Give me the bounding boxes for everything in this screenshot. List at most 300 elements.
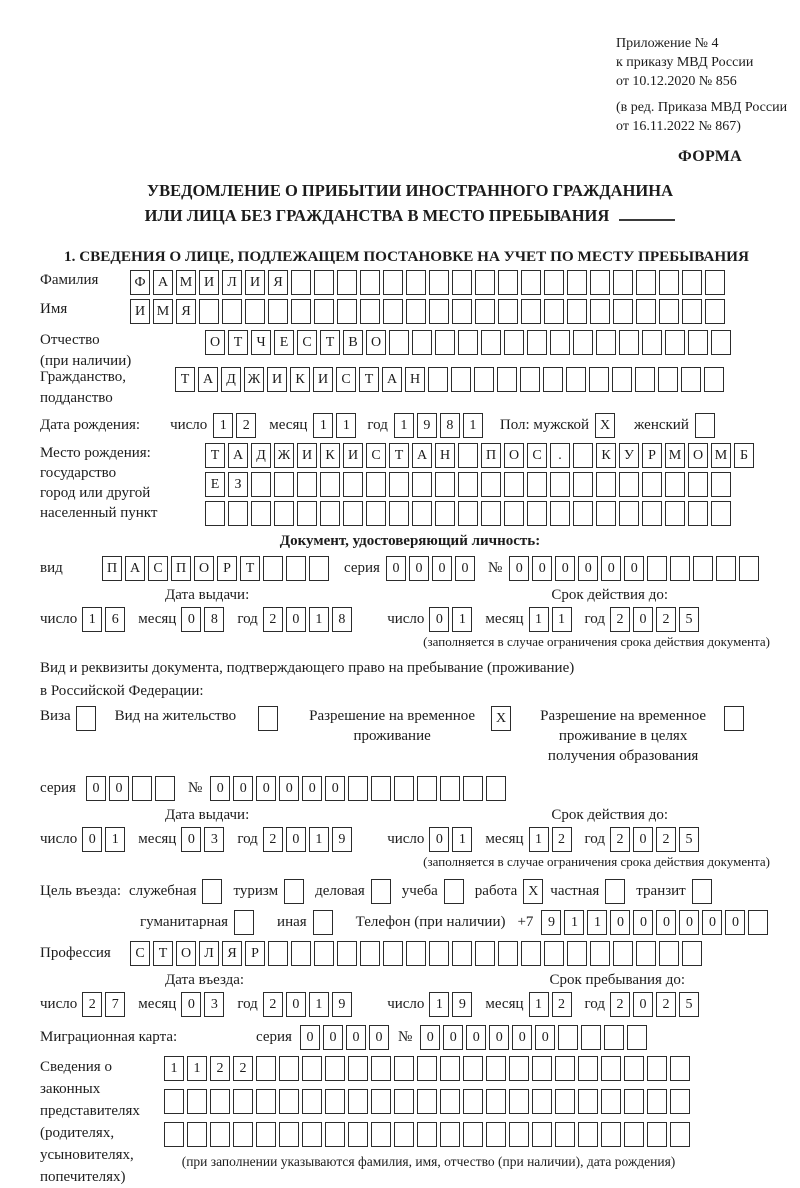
char-box[interactable] <box>412 472 432 497</box>
char-box[interactable] <box>325 1122 345 1147</box>
char-box[interactable]: А <box>228 443 248 468</box>
char-box[interactable] <box>532 1089 552 1114</box>
char-box[interactable]: 3 <box>204 992 224 1017</box>
char-box[interactable]: 2 <box>236 413 256 438</box>
char-box[interactable] <box>274 501 294 526</box>
char-box[interactable] <box>573 501 593 526</box>
char-box[interactable] <box>619 501 639 526</box>
char-box[interactable]: 0 <box>409 556 429 581</box>
char-box[interactable] <box>371 1089 391 1114</box>
char-box[interactable] <box>521 299 541 324</box>
char-box[interactable]: Е <box>205 472 225 497</box>
char-box[interactable] <box>636 299 656 324</box>
char-box[interactable]: 0 <box>181 607 201 632</box>
char-box[interactable]: Д <box>251 443 271 468</box>
char-box[interactable] <box>578 1056 598 1081</box>
char-box[interactable]: 0 <box>279 776 299 801</box>
char-box[interactable] <box>389 501 409 526</box>
char-box[interactable]: 1 <box>452 827 472 852</box>
char-box[interactable] <box>337 299 357 324</box>
char-box[interactable]: 0 <box>489 1025 509 1050</box>
char-box[interactable] <box>543 367 563 392</box>
char-box[interactable] <box>532 1056 552 1081</box>
char-box[interactable] <box>132 776 152 801</box>
char-box[interactable] <box>451 367 471 392</box>
char-box[interactable] <box>509 1056 529 1081</box>
char-box[interactable]: А <box>198 367 218 392</box>
char-box[interactable] <box>601 1056 621 1081</box>
char-box[interactable]: Д <box>221 367 241 392</box>
char-box[interactable] <box>567 299 587 324</box>
char-box[interactable] <box>343 501 363 526</box>
char-box[interactable] <box>567 941 587 966</box>
char-box[interactable] <box>613 270 633 295</box>
char-box[interactable] <box>187 1089 207 1114</box>
char-box[interactable] <box>520 367 540 392</box>
char-box[interactable] <box>210 1122 230 1147</box>
char-box[interactable]: М <box>665 443 685 468</box>
char-box[interactable] <box>383 270 403 295</box>
char-box[interactable] <box>205 501 225 526</box>
char-box[interactable] <box>670 1056 690 1081</box>
char-box[interactable] <box>486 1089 506 1114</box>
char-box[interactable] <box>521 941 541 966</box>
char-box[interactable] <box>440 1089 460 1114</box>
char-box[interactable] <box>544 270 564 295</box>
char-box[interactable]: 1 <box>429 992 449 1017</box>
char-box[interactable]: 1 <box>529 992 549 1017</box>
char-box[interactable] <box>498 941 518 966</box>
char-box[interactable] <box>233 1122 253 1147</box>
char-box[interactable]: 1 <box>187 1056 207 1081</box>
char-box[interactable]: Т <box>389 443 409 468</box>
char-box[interactable]: 9 <box>541 910 561 935</box>
char-box[interactable]: 1 <box>452 607 472 632</box>
char-box[interactable] <box>268 941 288 966</box>
char-box[interactable] <box>558 1025 578 1050</box>
char-box[interactable]: 1 <box>529 827 549 852</box>
char-box[interactable] <box>389 472 409 497</box>
char-box[interactable]: А <box>412 443 432 468</box>
char-box[interactable] <box>573 330 593 355</box>
char-box[interactable] <box>475 299 495 324</box>
char-box[interactable]: Ж <box>274 443 294 468</box>
char-box[interactable] <box>596 330 616 355</box>
char-box[interactable] <box>463 1122 483 1147</box>
char-box[interactable] <box>245 299 265 324</box>
char-box[interactable] <box>444 879 464 904</box>
char-box[interactable] <box>682 270 702 295</box>
char-box[interactable] <box>343 472 363 497</box>
char-box[interactable]: 0 <box>420 1025 440 1050</box>
char-box[interactable] <box>256 1089 276 1114</box>
char-box[interactable]: С <box>297 330 317 355</box>
char-box[interactable] <box>665 330 685 355</box>
char-box[interactable]: И <box>313 367 333 392</box>
char-box[interactable] <box>704 367 724 392</box>
char-box[interactable]: М <box>711 443 731 468</box>
char-box[interactable]: 0 <box>633 607 653 632</box>
char-box[interactable]: 2 <box>610 607 630 632</box>
char-box[interactable] <box>458 472 478 497</box>
char-box[interactable]: 5 <box>679 607 699 632</box>
char-box[interactable]: 3 <box>204 827 224 852</box>
char-box[interactable] <box>504 501 524 526</box>
char-box[interactable] <box>613 941 633 966</box>
char-box[interactable]: 0 <box>656 910 676 935</box>
char-box[interactable]: 0 <box>429 827 449 852</box>
char-box[interactable]: 5 <box>679 827 699 852</box>
char-box[interactable] <box>452 270 472 295</box>
char-box[interactable] <box>302 1122 322 1147</box>
char-box[interactable] <box>302 1056 322 1081</box>
char-box[interactable] <box>711 501 731 526</box>
char-box[interactable] <box>544 299 564 324</box>
char-box[interactable]: Е <box>274 330 294 355</box>
char-box[interactable] <box>314 941 334 966</box>
char-box[interactable] <box>658 367 678 392</box>
char-box[interactable] <box>647 1089 667 1114</box>
char-box[interactable]: 1 <box>336 413 356 438</box>
char-box[interactable] <box>228 501 248 526</box>
char-box[interactable]: Т <box>240 556 260 581</box>
char-box[interactable] <box>417 1089 437 1114</box>
char-box[interactable]: X <box>523 879 543 904</box>
char-box[interactable]: Ф <box>130 270 150 295</box>
char-box[interactable] <box>642 501 662 526</box>
char-box[interactable]: . <box>550 443 570 468</box>
char-box[interactable]: Т <box>205 443 225 468</box>
char-box[interactable]: 2 <box>210 1056 230 1081</box>
char-box[interactable] <box>711 330 731 355</box>
char-box[interactable]: Ч <box>251 330 271 355</box>
char-box[interactable] <box>202 879 222 904</box>
char-box[interactable]: Я <box>268 270 288 295</box>
char-box[interactable]: О <box>366 330 386 355</box>
char-box[interactable] <box>429 941 449 966</box>
char-box[interactable]: Р <box>642 443 662 468</box>
char-box[interactable]: 8 <box>204 607 224 632</box>
char-box[interactable] <box>337 941 357 966</box>
char-box[interactable]: 0 <box>535 1025 555 1050</box>
char-box[interactable]: И <box>199 270 219 295</box>
char-box[interactable] <box>233 1089 253 1114</box>
char-box[interactable] <box>463 1056 483 1081</box>
char-box[interactable] <box>596 472 616 497</box>
char-box[interactable] <box>313 910 333 935</box>
char-box[interactable] <box>251 472 271 497</box>
char-box[interactable] <box>435 330 455 355</box>
char-box[interactable] <box>440 1056 460 1081</box>
char-box[interactable] <box>619 472 639 497</box>
char-box[interactable] <box>544 941 564 966</box>
char-box[interactable]: И <box>343 443 363 468</box>
char-box[interactable] <box>521 270 541 295</box>
char-box[interactable]: К <box>320 443 340 468</box>
char-box[interactable] <box>394 776 414 801</box>
char-box[interactable] <box>429 270 449 295</box>
char-box[interactable] <box>670 1089 690 1114</box>
char-box[interactable]: 1 <box>529 607 549 632</box>
char-box[interactable]: 9 <box>417 413 437 438</box>
char-box[interactable]: 0 <box>233 776 253 801</box>
char-box[interactable] <box>555 1122 575 1147</box>
char-box[interactable]: 0 <box>300 1025 320 1050</box>
char-box[interactable]: 9 <box>332 827 352 852</box>
char-box[interactable] <box>486 1056 506 1081</box>
char-box[interactable] <box>573 472 593 497</box>
char-box[interactable] <box>371 776 391 801</box>
char-box[interactable] <box>291 941 311 966</box>
char-box[interactable]: 2 <box>233 1056 253 1081</box>
char-box[interactable] <box>314 299 334 324</box>
char-box[interactable]: П <box>102 556 122 581</box>
char-box[interactable] <box>417 1056 437 1081</box>
char-box[interactable]: X <box>491 706 511 731</box>
char-box[interactable] <box>314 270 334 295</box>
char-box[interactable]: 1 <box>552 607 572 632</box>
char-box[interactable] <box>481 472 501 497</box>
char-box[interactable]: С <box>148 556 168 581</box>
char-box[interactable] <box>724 706 744 731</box>
char-box[interactable] <box>325 1089 345 1114</box>
char-box[interactable] <box>635 367 655 392</box>
char-box[interactable] <box>458 443 478 468</box>
char-box[interactable]: 1 <box>164 1056 184 1081</box>
char-box[interactable] <box>366 472 386 497</box>
char-box[interactable]: 1 <box>309 607 329 632</box>
char-box[interactable] <box>555 1056 575 1081</box>
char-box[interactable]: 1 <box>463 413 483 438</box>
char-box[interactable] <box>371 1056 391 1081</box>
char-box[interactable]: 0 <box>512 1025 532 1050</box>
char-box[interactable] <box>412 330 432 355</box>
char-box[interactable] <box>647 1122 667 1147</box>
char-box[interactable]: Т <box>153 941 173 966</box>
char-box[interactable]: 0 <box>181 992 201 1017</box>
char-box[interactable] <box>681 367 701 392</box>
char-box[interactable] <box>251 501 271 526</box>
char-box[interactable] <box>624 1122 644 1147</box>
char-box[interactable] <box>475 270 495 295</box>
char-box[interactable] <box>325 1056 345 1081</box>
char-box[interactable]: 2 <box>552 827 572 852</box>
char-box[interactable] <box>601 1122 621 1147</box>
char-box[interactable] <box>624 1056 644 1081</box>
char-box[interactable] <box>428 367 448 392</box>
char-box[interactable] <box>527 501 547 526</box>
char-box[interactable]: 0 <box>82 827 102 852</box>
char-box[interactable]: 0 <box>443 1025 463 1050</box>
char-box[interactable] <box>435 501 455 526</box>
char-box[interactable]: Т <box>228 330 248 355</box>
char-box[interactable] <box>550 501 570 526</box>
char-box[interactable] <box>210 1089 230 1114</box>
char-box[interactable]: 0 <box>610 910 630 935</box>
char-box[interactable] <box>688 472 708 497</box>
char-box[interactable]: 7 <box>105 992 125 1017</box>
char-box[interactable]: С <box>366 443 386 468</box>
char-box[interactable]: 0 <box>624 556 644 581</box>
char-box[interactable] <box>452 941 472 966</box>
char-box[interactable]: 9 <box>332 992 352 1017</box>
char-box[interactable] <box>406 299 426 324</box>
char-box[interactable] <box>642 472 662 497</box>
char-box[interactable]: 0 <box>578 556 598 581</box>
char-box[interactable] <box>498 299 518 324</box>
char-box[interactable] <box>573 443 593 468</box>
char-box[interactable]: 0 <box>633 910 653 935</box>
char-box[interactable]: 5 <box>679 992 699 1017</box>
char-box[interactable]: А <box>125 556 145 581</box>
char-box[interactable] <box>452 299 472 324</box>
char-box[interactable]: Н <box>435 443 455 468</box>
char-box[interactable] <box>550 330 570 355</box>
char-box[interactable] <box>590 941 610 966</box>
char-box[interactable] <box>567 270 587 295</box>
char-box[interactable] <box>429 299 449 324</box>
char-box[interactable]: 0 <box>455 556 475 581</box>
char-box[interactable] <box>612 367 632 392</box>
char-box[interactable] <box>440 776 460 801</box>
char-box[interactable]: 0 <box>679 910 699 935</box>
char-box[interactable] <box>286 556 306 581</box>
char-box[interactable] <box>486 776 506 801</box>
char-box[interactable] <box>475 941 495 966</box>
char-box[interactable]: Р <box>217 556 237 581</box>
char-box[interactable] <box>665 501 685 526</box>
char-box[interactable] <box>155 776 175 801</box>
char-box[interactable] <box>647 556 667 581</box>
char-box[interactable]: 1 <box>587 910 607 935</box>
char-box[interactable] <box>589 367 609 392</box>
char-box[interactable] <box>458 501 478 526</box>
char-box[interactable] <box>279 1089 299 1114</box>
char-box[interactable] <box>498 270 518 295</box>
char-box[interactable]: 1 <box>309 992 329 1017</box>
char-box[interactable] <box>509 1122 529 1147</box>
char-box[interactable]: О <box>194 556 214 581</box>
char-box[interactable] <box>481 330 501 355</box>
char-box[interactable] <box>222 299 242 324</box>
char-box[interactable]: А <box>153 270 173 295</box>
char-box[interactable]: 9 <box>452 992 472 1017</box>
char-box[interactable] <box>360 941 380 966</box>
char-box[interactable] <box>748 910 768 935</box>
char-box[interactable]: 0 <box>601 556 621 581</box>
char-box[interactable]: 0 <box>256 776 276 801</box>
char-box[interactable] <box>636 270 656 295</box>
char-box[interactable] <box>581 1025 601 1050</box>
char-box[interactable]: Л <box>222 270 242 295</box>
char-box[interactable] <box>605 879 625 904</box>
char-box[interactable]: Ж <box>244 367 264 392</box>
char-box[interactable]: З <box>228 472 248 497</box>
char-box[interactable] <box>578 1089 598 1114</box>
char-box[interactable]: 1 <box>309 827 329 852</box>
char-box[interactable] <box>371 1122 391 1147</box>
char-box[interactable]: 2 <box>610 992 630 1017</box>
char-box[interactable]: 2 <box>263 992 283 1017</box>
char-box[interactable]: 0 <box>386 556 406 581</box>
char-box[interactable]: 0 <box>286 607 306 632</box>
char-box[interactable]: П <box>171 556 191 581</box>
char-box[interactable] <box>659 299 679 324</box>
char-box[interactable]: 2 <box>82 992 102 1017</box>
char-box[interactable]: О <box>688 443 708 468</box>
char-box[interactable] <box>613 299 633 324</box>
char-box[interactable]: 1 <box>213 413 233 438</box>
char-box[interactable]: 0 <box>633 992 653 1017</box>
char-box[interactable]: 0 <box>369 1025 389 1050</box>
char-box[interactable] <box>389 330 409 355</box>
char-box[interactable] <box>348 1122 368 1147</box>
char-box[interactable] <box>527 330 547 355</box>
char-box[interactable] <box>297 472 317 497</box>
char-box[interactable] <box>566 367 586 392</box>
char-box[interactable]: 8 <box>440 413 460 438</box>
char-box[interactable]: Р <box>245 941 265 966</box>
char-box[interactable]: 2 <box>656 992 676 1017</box>
char-box[interactable]: 0 <box>432 556 452 581</box>
char-box[interactable] <box>486 1122 506 1147</box>
char-box[interactable]: М <box>176 270 196 295</box>
char-box[interactable] <box>366 501 386 526</box>
char-box[interactable] <box>705 270 725 295</box>
char-box[interactable] <box>550 472 570 497</box>
char-box[interactable]: 0 <box>325 776 345 801</box>
char-box[interactable] <box>636 941 656 966</box>
char-box[interactable] <box>695 413 715 438</box>
char-box[interactable]: Т <box>359 367 379 392</box>
char-box[interactable] <box>739 556 759 581</box>
char-box[interactable] <box>659 941 679 966</box>
char-box[interactable]: 0 <box>210 776 230 801</box>
char-box[interactable] <box>279 1056 299 1081</box>
char-box[interactable]: 2 <box>552 992 572 1017</box>
char-box[interactable]: С <box>336 367 356 392</box>
char-box[interactable] <box>263 556 283 581</box>
char-box[interactable] <box>458 330 478 355</box>
char-box[interactable] <box>187 1122 207 1147</box>
char-box[interactable]: 2 <box>610 827 630 852</box>
char-box[interactable] <box>199 299 219 324</box>
char-box[interactable]: 0 <box>532 556 552 581</box>
char-box[interactable]: 6 <box>105 607 125 632</box>
char-box[interactable]: О <box>205 330 225 355</box>
char-box[interactable] <box>417 776 437 801</box>
char-box[interactable] <box>348 1089 368 1114</box>
char-box[interactable]: Т <box>175 367 195 392</box>
char-box[interactable] <box>302 1089 322 1114</box>
char-box[interactable] <box>164 1122 184 1147</box>
char-box[interactable]: Я <box>176 299 196 324</box>
char-box[interactable]: 0 <box>286 827 306 852</box>
char-box[interactable]: 1 <box>313 413 333 438</box>
char-box[interactable]: Т <box>320 330 340 355</box>
char-box[interactable] <box>590 299 610 324</box>
char-box[interactable]: X <box>595 413 615 438</box>
char-box[interactable]: 1 <box>82 607 102 632</box>
char-box[interactable]: 0 <box>181 827 201 852</box>
char-box[interactable] <box>692 879 712 904</box>
char-box[interactable] <box>383 941 403 966</box>
char-box[interactable] <box>642 330 662 355</box>
char-box[interactable]: 0 <box>509 556 529 581</box>
char-box[interactable] <box>682 941 702 966</box>
char-box[interactable] <box>348 1056 368 1081</box>
char-box[interactable]: 0 <box>555 556 575 581</box>
